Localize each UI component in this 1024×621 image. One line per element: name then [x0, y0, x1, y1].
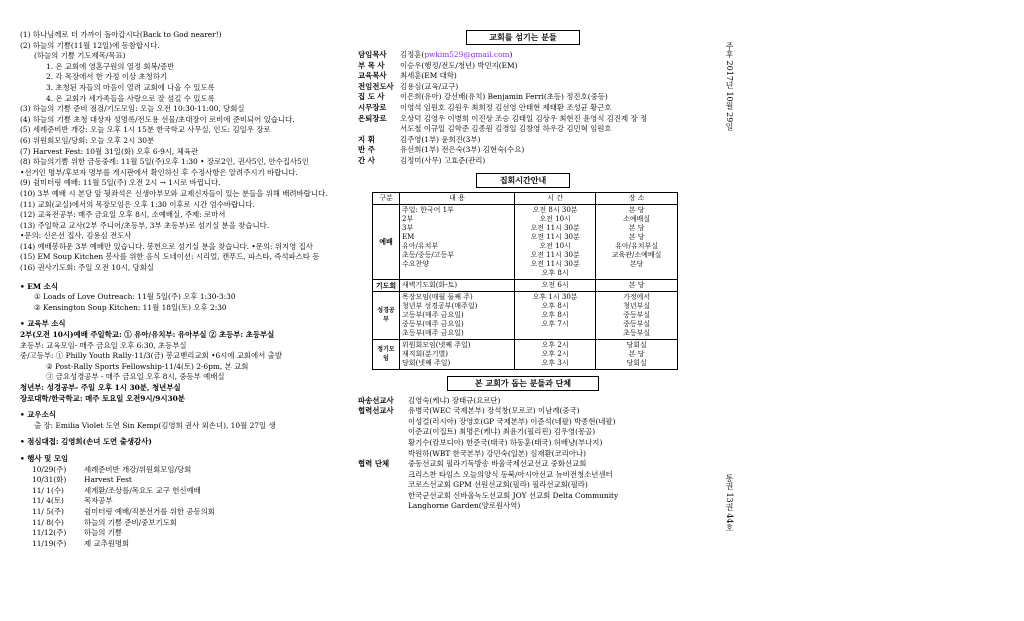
mission-line: [358, 501, 688, 512]
services-time-line: 오전 11시 30분: [530, 223, 580, 232]
services-place-line: 본 당: [628, 280, 645, 289]
mission-text: 코로스선교회 GPM 선원선교회(필라) 필라선교회(필라): [408, 480, 588, 490]
announcement-line: 1. 온 교회에 영혼구원의 열정 회복/증반: [46, 61, 175, 71]
mission-text: 황기수(캄보디아) 한준국(태국) 하동훈(태국) 허배냥(부나지): [408, 437, 603, 447]
mission-line: [358, 438, 688, 449]
announcement-line: 4. 온 교회가 세가족들을 사랑으로 잘 섬길 수 있도록: [46, 93, 215, 103]
services-time-line: 오후 2시: [541, 349, 569, 358]
staff-line: [358, 82, 688, 93]
event-row: [20, 465, 350, 476]
left-column: [20, 30, 350, 549]
announcement-line: (13) 주일학교 교사(2부 주니어/초등부, 3부 초등부)로 섬기실 분을 찾습니다.: [20, 220, 270, 230]
services-place-line: 당회실: [626, 358, 647, 367]
announcement-line: •선거인 명부/후보자 명부를 게시판에서 확인하신 후 수정사항은 알려주시기 바랍니다.: [20, 167, 298, 177]
mission-line: [358, 459, 688, 470]
staff-line: [358, 103, 688, 114]
event-row: [20, 518, 350, 529]
edu-lines: [20, 330, 350, 404]
staff-line: [358, 156, 688, 167]
announcement-line: (하늘의 기쁨 기도제목/목표): [34, 51, 126, 61]
events-list: [20, 465, 350, 550]
em-items: [20, 292, 350, 313]
services-header-row: [373, 192, 678, 204]
staff-text: 김정미(사무) 고효준(관리): [400, 155, 486, 165]
services-table-wrap: [358, 192, 688, 370]
announcement-line: (2) 하늘의 기쁨(11월 12일)에 동참합시다.: [20, 40, 160, 50]
event-date: 10/29(주): [32, 464, 67, 474]
staff-label: 시무장로: [358, 102, 387, 112]
announcement-line: (11) 교회(교실)에서의 목장모임은 오후 1:30 이후로 시간 엄수바랍니다.: [20, 199, 255, 209]
event-desc: 목자공부: [84, 496, 113, 506]
services-place-line: 본 당: [628, 223, 645, 232]
services-place-line: 가정에서: [623, 292, 651, 301]
services-place-line: 소예배실: [623, 214, 651, 223]
edu-title: • 교육부 소식: [20, 319, 66, 329]
services-content: [400, 339, 515, 369]
request-title: • 점심대접: 김영희(손녀 도연 출생감사): [20, 437, 152, 447]
staff-label: 반 주: [358, 145, 375, 155]
bulletin-volume: 통권 13권 44호: [725, 474, 734, 532]
announcement-line: (7) Harvest Fest: 10월 31일(화) 오후 6-9시, 체육관: [20, 146, 199, 156]
services-group-label: 성경공부: [373, 291, 400, 339]
services-content-line: 유아/유치부: [402, 241, 439, 250]
services-content: [400, 291, 515, 339]
services-table: [372, 192, 678, 370]
event-row: [20, 486, 350, 497]
services-time: [515, 279, 596, 291]
services-place-line: 본 당: [628, 205, 645, 214]
mission-text: Langhorne Garden(양로원사역): [408, 501, 521, 511]
services-time: [515, 339, 596, 369]
services-group-row: [373, 204, 678, 279]
event-row: [20, 475, 350, 486]
mission-text: 이성걸(러시아) 장영호(GP 국제본부) 이준석(네팔) 박종현(네팔): [408, 416, 616, 426]
services-content-line: 3부: [402, 223, 414, 232]
em-item: ② Kensington Soup Kitchen: 11월 18일(토) 오후 2:30: [34, 302, 227, 312]
services-time-line: 오후 1시 30분: [532, 292, 578, 301]
announcement-line: (14) 예배봉하운 3부 예배만 있습니다. 봉헌으로 섬기실 분을 찾습니다. •문의: 위지영 집사: [20, 241, 313, 251]
services-place-line: 본 당: [628, 232, 645, 241]
em-title: • EM 소식: [20, 281, 58, 291]
mission-text: 크리스찬 타임스 오늘의양식 동북/아시아선교 뉴비전청소년센터: [408, 469, 613, 479]
edu-line: 초등부: 교육모임- 매주 금요일 오후 6:30, 초등부실: [20, 340, 187, 350]
services-group-row: [373, 339, 678, 369]
services-time-line: 오전 10시: [539, 214, 571, 223]
services-time: [515, 204, 596, 279]
services-group-row: [373, 279, 678, 291]
staff-line: [358, 61, 688, 72]
services-header: 구분: [373, 192, 400, 204]
edu-section: [20, 319, 350, 404]
staff-label: 전임전도사: [358, 81, 394, 91]
staff-text: ): [509, 50, 513, 59]
services-place-line: 청년부실: [623, 301, 651, 310]
services-group-label: 정기모임: [373, 339, 400, 369]
missions-list: [358, 396, 688, 513]
mission-line: [358, 449, 688, 460]
staff-line: [358, 124, 688, 135]
services-group-label: 기도회: [373, 279, 400, 291]
edu-line: ③ 금요성경공부 - 매주 금요일 오후 8시, 중등부 예배실: [46, 372, 225, 382]
mission-text: 중동선교회 필라기독방송 바울국제선교선교 중화선교회: [408, 459, 587, 469]
mission-text: 김영숙(케냐) 장태규(요르단): [408, 395, 501, 405]
bulletin-date: 주후 2017년 10월 29일: [725, 42, 734, 131]
staff-label: 집 도 사: [358, 92, 385, 102]
services-place-line: 유아/유치부실: [615, 241, 659, 250]
staff-label: 은퇴장로: [358, 113, 387, 123]
services-time-line: 오후 8시: [541, 310, 569, 319]
services-place: [596, 291, 678, 339]
staff-label: 담임목사: [358, 50, 387, 59]
announcements: [20, 30, 350, 274]
mission-line: [358, 470, 688, 481]
mission-line: [358, 417, 688, 428]
staff-text: 유선희(1부) 전은숙(3부) 김현숙(수요): [400, 145, 525, 155]
event-date: 11/ 1(수): [32, 485, 64, 495]
services-time: [515, 291, 596, 339]
announcement-line: 2. 각 목장에서 한 가정 이상 초청하기: [46, 72, 168, 82]
mission-line: [358, 480, 688, 491]
news-title: • 교우소식: [20, 410, 56, 420]
announcement-line: (10) 3부 예배 시 본당 앞 뒷좌석은 신생아부모와 교제신자들이 있는 분들을 위해 배려바랍니다.: [20, 188, 328, 198]
event-desc: 제 교추원명회: [84, 538, 130, 548]
services-content-line: 수요찬양: [402, 259, 430, 268]
staff-title: 교회를 섬기는 분들: [466, 30, 580, 45]
services-header: 시 간: [515, 192, 596, 204]
staff-text: 서도철 이규일 김학준 김종원 김경일 김창영 하우강 김민혁 임원호: [400, 124, 612, 134]
event-date: 11/ 5(주): [32, 506, 64, 516]
event-desc: Harvest Fest: [84, 475, 132, 485]
services-content-line: 초등/중등/고등부: [402, 250, 455, 259]
services-time-line: 오후 8시: [541, 268, 569, 277]
staff-text: 이승우(행정/전도/청년) 박민지(EM): [400, 60, 518, 70]
services-content-line: 주일: 한국어 1부: [402, 205, 454, 214]
services-time-line: 오전 11시 30분: [530, 259, 580, 268]
event-desc: 세례준비반 개강/위원회모임/당회: [84, 464, 192, 474]
services-place-line: 중등부실: [623, 319, 651, 328]
events-title: • 행사 및 모임: [20, 453, 69, 463]
services-time-line: 오후 8시: [541, 301, 569, 310]
announcement-line: (12) 교육전공부: 매주 금요일 오후 8시, 소예배실, 주제: 로마서: [20, 210, 226, 220]
services-title: 집회시간안내: [476, 173, 570, 188]
staff-label: 교육목사: [358, 71, 387, 81]
request-section: [20, 437, 350, 448]
services-place: [596, 339, 678, 369]
services-place-line: 본당: [629, 259, 644, 268]
announcement-line: (6) 위원회모임/당회: 오늘 오후 2시 30분: [20, 135, 155, 145]
services-time-line: 오후 2시: [541, 340, 569, 349]
events-section: [20, 454, 350, 549]
services-content-line: 새벽기도회(화-토): [402, 280, 458, 289]
staff-line: [358, 92, 688, 103]
services-content: [400, 204, 515, 279]
staff-line: [358, 135, 688, 146]
services-content-line: 2부: [402, 214, 414, 223]
event-date: 11/12(주): [32, 528, 67, 538]
services-place-line: 당회실: [626, 340, 647, 349]
announcement-line: (3) 하늘의 기쁨 준비 점검/기도모임: 오늘 오전 10:30-11:00, 당회실: [20, 104, 245, 114]
staff-label: 지 휘: [358, 134, 375, 144]
services-place: [596, 204, 678, 279]
event-row: [20, 507, 350, 518]
services-place-line: 교육관/소예배실: [611, 250, 662, 259]
services-time-line: 오후 3시: [541, 358, 569, 367]
staff-text: 김정훈(: [400, 50, 425, 59]
event-date: 11/ 4(토): [32, 496, 64, 506]
middle-column: [358, 30, 688, 512]
event-desc: 쉼미터링 예배/직분선거를 위한 공동의회: [84, 506, 215, 516]
mission-label: 협력선교사: [358, 406, 394, 416]
services-content: [400, 279, 515, 291]
services-place-line: 본 당: [628, 349, 645, 358]
staff-label: 간 사: [358, 155, 375, 165]
services-content-line: 당회(넷째 주일): [402, 358, 451, 367]
services-content-line: 청년부 성경공부(매주일): [402, 301, 478, 310]
em-section: [20, 282, 350, 314]
announcement-line: (1) 하나님께로 더 가까이 돌아갑시다(Back to God nearer!): [20, 30, 222, 39]
services-header: 내 용: [400, 192, 515, 204]
staff-line: [358, 71, 688, 82]
services-place: [596, 279, 678, 291]
event-desc: 하늘의 기쁨: [84, 528, 123, 538]
announcement-line: (8) 하늘의기쁨 위한 금동중례: 11월 5일(주)오후 1:30 • 장로2인, 권사5인, 안수집사5인: [20, 157, 309, 167]
services-time-line: 오전 11시 30분: [530, 250, 580, 259]
mission-label: 협력 단체: [358, 459, 390, 469]
services-place-line: 중등부실: [623, 310, 651, 319]
staff-text: 최세훈(EM 대학): [400, 71, 457, 81]
event-row: [20, 496, 350, 507]
announcement-line: (15) EM Soup Kitchen 봉사를 위한 음식 도네이션: 시리얼, 캔푸드, 파스타, 즉석파스타 등: [20, 252, 320, 262]
staff-list: [358, 50, 688, 167]
services-group-label: 예배: [373, 204, 400, 279]
services-group-row: [373, 291, 678, 339]
staff-text: 이영석 임원호 김원우 최희정 김선영 안태현 제태환 조성균 황근호: [400, 102, 612, 112]
announcement-line: (9) 쉼미터링 예배: 11월 5일(주) 오전 2시 → 1시로 바뀝니다.: [20, 178, 221, 188]
email-link[interactable]: pwkim529@gmail.com: [424, 50, 510, 59]
services-content-line: EM: [402, 232, 415, 241]
mission-line: [358, 406, 688, 417]
edu-line: 중/고등부: ① Philly Youth Rally-11/3(금) 봉교벧리교회 •6시에 교회에서 출발: [20, 351, 282, 361]
staff-label: 부 목 사: [358, 60, 385, 70]
event-row: [20, 539, 350, 550]
staff-line: [358, 50, 688, 61]
em-item: ① Loads of Love Outreach: 11월 5일(주) 오후 1:30-3:30: [34, 292, 236, 302]
services-content-line: 위원회모임(넷째 주일): [402, 340, 471, 349]
staff-text: 이은희(유아) 강선배(유치) Benjamin Ferri(초등) 정진호(중등): [400, 92, 608, 102]
services-time-line: 오전 11시 30분: [530, 232, 580, 241]
mission-label: 파송선교사: [358, 395, 394, 405]
mission-text: 이준교(이집트) 최명은(케냐) 최윤기(필리핀) 김우영(몽골): [408, 427, 596, 437]
services-header: 장 소: [596, 192, 678, 204]
staff-line: [358, 114, 688, 125]
services-time-line: 오후 7시: [541, 319, 569, 328]
services-content-line: 고등부(매주 금요일): [402, 310, 464, 319]
edu-line: ② Post-Rally Sports Fellowship-11/4(토) 2-6pm, 본 교회: [46, 361, 249, 371]
staff-text: 김용심(교육/교구): [400, 81, 459, 91]
services-place-line: 초등부실: [623, 328, 651, 337]
services-content-line: 중등부(매주 금요일): [402, 319, 464, 328]
edu-line: 청년부: 성경공부- 주일 오후 1시 30분, 청년부실: [20, 383, 181, 392]
services-time-line: 오전 10시: [539, 241, 571, 250]
announcement-line: (16) 권사기도회: 주일 오전 10시, 당회실: [20, 263, 154, 273]
event-row: [20, 528, 350, 539]
edu-line: 2부(오전 10시)예배 주일학교: ① 유아/유치부: 유아부실 ② 초등부: 초등부실: [20, 330, 275, 340]
mission-line: [358, 396, 688, 407]
news-text: 출 장: Emilia Violet 도연 Sin Kemp(김영희 권사 외손녀), 10월 27일 생: [34, 420, 276, 430]
announcement-line: 3. 초청된 자들의 마음이 열려 교회에 나올 수 있도록: [46, 82, 215, 92]
services-time-line: 오전 6시: [541, 280, 569, 289]
services-time-line: 오전 8시 30분: [532, 205, 578, 214]
event-date: 11/19(주): [32, 538, 67, 548]
event-desc: 세계환/조상를/목요도 교구 헌신예배: [84, 485, 201, 495]
missions-title: 본 교회가 돕는 분들과 단체: [447, 376, 599, 391]
mission-text: 유병국(WEC 국제본부) 장석창(모로코) 이남례(중국): [408, 406, 580, 416]
services-content-line: 목장모임(매월 둘째 주): [402, 292, 473, 301]
announcement-line: (4) 하늘의 기쁨 초청 대상자 성명록/전도용 선물/초대장이 로비에 준비되어 있습니다.: [20, 114, 295, 124]
mission-text: 박원하(WBT 한국본부) 강민숙(일본) 심재환(코리아나): [408, 448, 586, 458]
staff-text: 김주영(1부) 윤희진(3부): [400, 134, 481, 144]
edu-line: 장로대학/한국학교: 매주 토요일 오전9시/9시30분: [20, 393, 185, 403]
mission-line: [358, 427, 688, 438]
announcement-line: •문의: 신은선 집사, 김용심 전도사: [20, 231, 132, 241]
staff-text: 오상덕 김영우 이병희 이진상 조승 김태일 김상우 최현진 윤영식 김진제 장 정: [400, 113, 648, 123]
mission-text: 한국군선교회 신바울녹도선교회 JOY 선교회 Delta Community: [408, 490, 619, 500]
news-section: [20, 410, 350, 431]
event-date: 10/31(화): [32, 475, 67, 485]
staff-line: [358, 145, 688, 156]
event-date: 11/ 8(수): [32, 517, 64, 527]
event-desc: 하늘의 기쁨 준비/중보기도회: [84, 517, 177, 527]
announcement-line: (5) 세례준비반 개강: 오늘 오후 1시 15분 한국학교 사무실, 인도: 김일우 장로: [20, 125, 271, 135]
services-content-line: 초등부(매주 금요일): [402, 328, 464, 337]
services-content-line: 재직회(분기별): [402, 349, 449, 358]
mission-line: [358, 491, 688, 502]
